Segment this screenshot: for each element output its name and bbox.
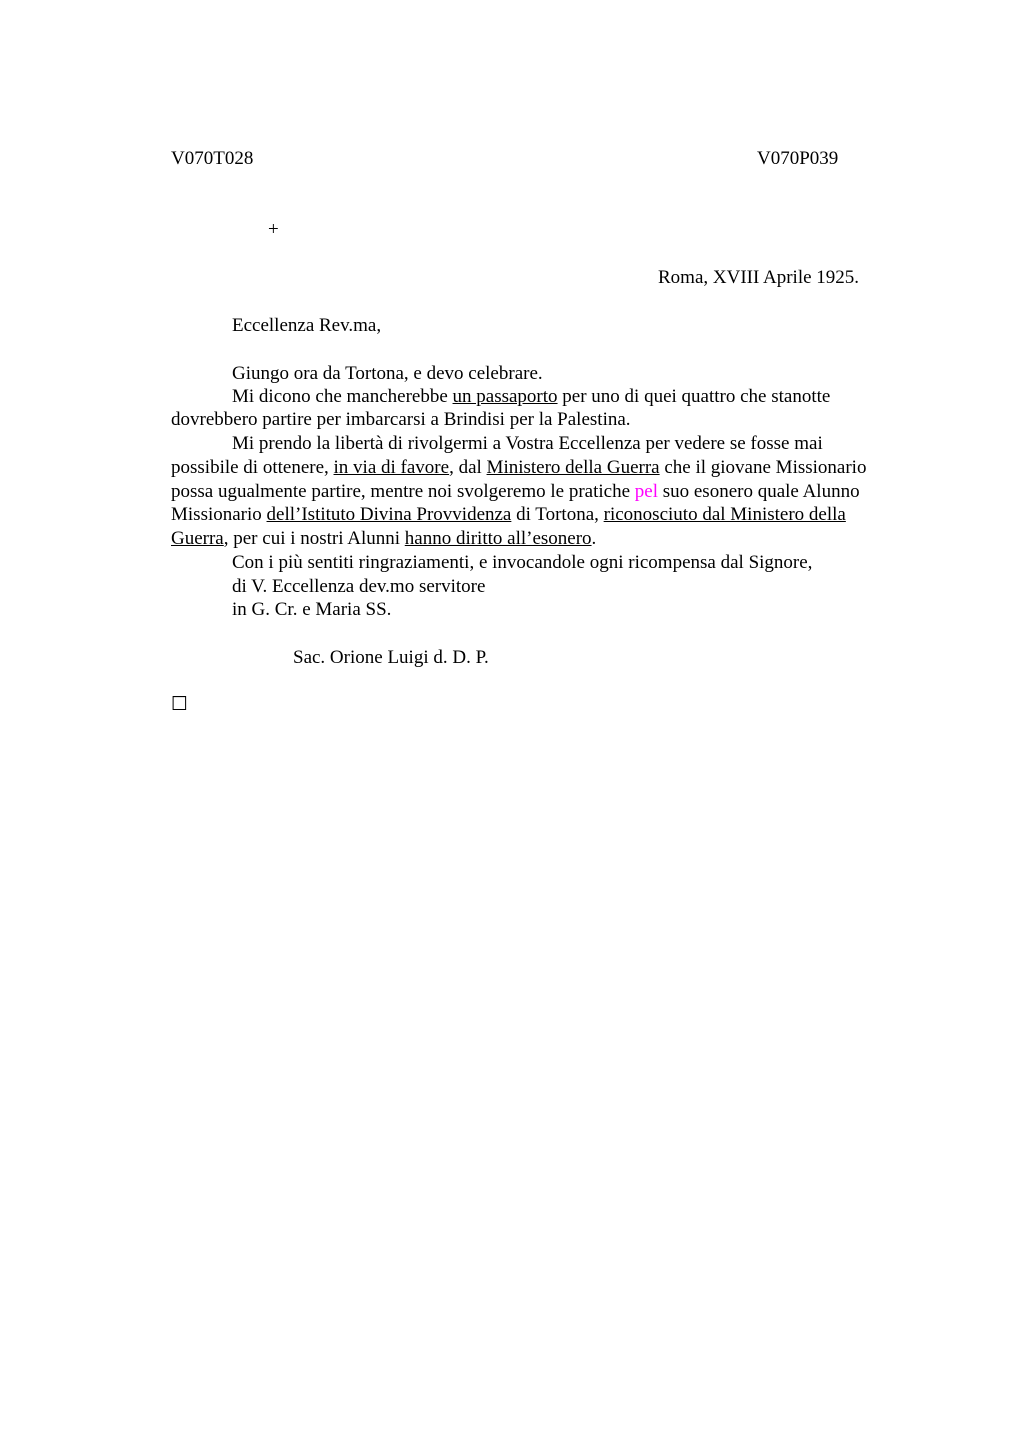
body-text: di Tortona,: [511, 504, 604, 525]
body-text: suo esonero quale Alunno: [657, 481, 860, 502]
end-box-mark: ☐: [171, 693, 189, 715]
body-text: .: [591, 528, 597, 549]
body-text: per uno di quei quattro che stanotte: [557, 386, 831, 407]
body-text: Missionario: [171, 504, 267, 525]
letter-date: Roma, XVIII Aprile 1925.: [658, 267, 860, 288]
body-text: Mi dicono che mancherebbe: [232, 386, 453, 407]
underlined-text: Ministero della Guerra: [486, 457, 660, 478]
highlighted-word: pel: [634, 481, 658, 502]
body-line-3: dovrebbero partire per imbarcarsi a Brindisi per la Palestina.: [171, 409, 631, 430]
body-line-4: Mi prendo la libertà di rivolgermi a Vostra Eccellenza per vedere se fosse mai: [232, 433, 823, 454]
closing-line: Con i più sentiti ringraziamenti, e invocandole ogni ricompensa dal Signore,: [232, 552, 813, 573]
closing-formula: in G. Cr. e Maria SS.: [232, 599, 392, 620]
archive-code-right: V070P039: [757, 148, 839, 169]
body-text: possa ugualmente partire, mentre noi svolgeremo le pratiche: [171, 481, 635, 502]
underlined-text: Guerra: [171, 528, 224, 549]
body-line-5: [171, 456, 866, 480]
underlined-text: riconosciuto dal Ministero della: [603, 504, 846, 525]
salutation: Eccellenza Rev.ma,: [232, 315, 382, 336]
underlined-text: dell’Istituto Divina Provvidenza: [266, 504, 512, 525]
body-text: che il giovane Missionario: [659, 457, 867, 478]
underlined-text: in via di favore: [333, 457, 450, 478]
body-text: , dal: [449, 457, 487, 478]
body-line-7: [171, 503, 846, 527]
underlined-text: un passaporto: [452, 386, 558, 407]
body-line-2: [232, 385, 830, 409]
body-line-8: [171, 527, 596, 551]
signature: Sac. Orione Luigi d. D. P.: [293, 647, 489, 668]
body-line-1: Giungo ora da Tortona, e devo celebrare.: [232, 363, 543, 384]
body-text: possibile di ottenere,: [171, 457, 334, 478]
closing-servitore: di V. Eccellenza dev.mo servitore: [232, 576, 486, 597]
underlined-text: hanno diritto all’esonero: [404, 528, 592, 549]
archive-code-left: V070T028: [171, 148, 254, 169]
body-text: , per cui i nostri Alunni: [223, 528, 405, 549]
cross-mark: +: [268, 219, 279, 240]
body-line-6: [171, 480, 860, 504]
